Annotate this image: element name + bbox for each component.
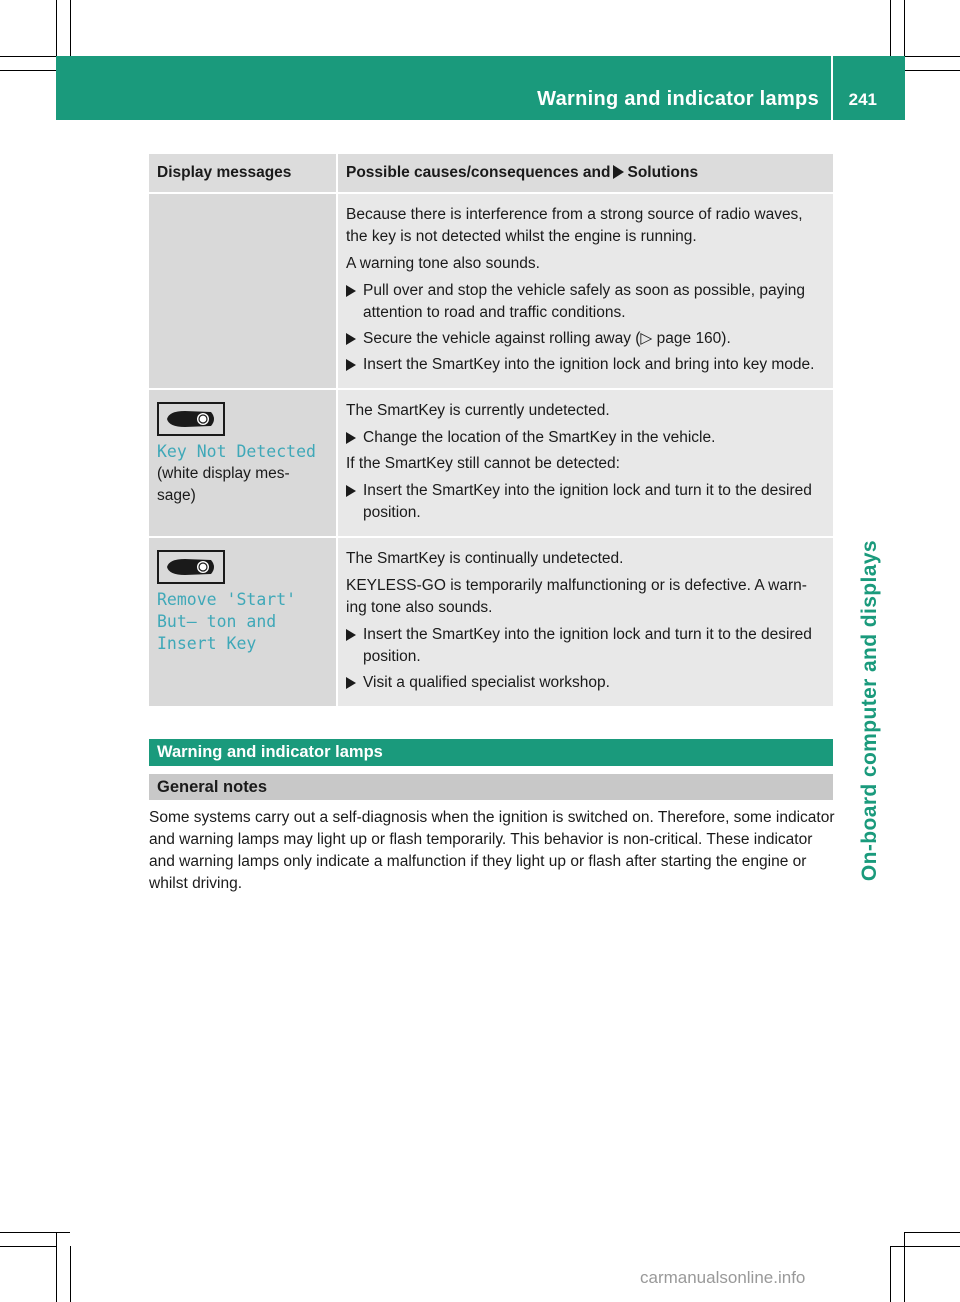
display-message-cell: [149, 193, 337, 389]
solution-step: Change the location of the SmartKey in the vehicle.: [346, 427, 825, 449]
smartkey-icon: [157, 402, 225, 436]
subsection-heading: [149, 774, 833, 800]
cause-text: A warning tone also sounds.: [346, 255, 540, 272]
column-header-causes: [337, 154, 833, 193]
display-message-text: Remove 'Start' But– ton and Insert Key: [157, 590, 297, 653]
solutions-cell: [337, 389, 833, 537]
display-message-note: (white display mes- sage): [157, 465, 290, 504]
solution-step: Visit a qualified specialist workshop.: [346, 672, 825, 694]
crop-mark: [890, 1246, 891, 1302]
display-messages-table: [149, 154, 833, 708]
header-divider: [831, 56, 833, 120]
crop-mark: [904, 1232, 905, 1302]
column-header-solutions-text: Solutions: [627, 164, 699, 181]
solution-step: Insert the SmartKey into the ignition lock and turn it to the desired position.: [346, 624, 825, 668]
side-chapter-text: On-board computer and displays: [858, 540, 881, 882]
solution-step: Secure the vehicle against rolling away (▷ page 160).: [346, 328, 825, 350]
crop-mark: [70, 0, 71, 56]
display-message-text: Key Not Detected: [157, 442, 316, 461]
solution-step: Insert the SmartKey into the ignition lock and turn it to the desired position.: [346, 480, 825, 524]
cause-text: The SmartKey is currently undetected.: [346, 402, 610, 419]
solutions-cell: [337, 193, 833, 389]
cause-text: If the SmartKey still cannot be detected:: [346, 455, 620, 472]
watermark: carmanualsonline.info: [640, 1268, 806, 1287]
cause-text: Because there is interference from a strong source of radio waves, the key is not detected whilst the engine is running.: [346, 206, 803, 245]
table-row: [149, 193, 833, 389]
solution-step: Insert the SmartKey into the ignition lock and bring into key mode.: [346, 354, 825, 376]
section-heading: [149, 739, 833, 766]
display-message-cell: [149, 389, 337, 537]
crop-mark: [904, 70, 960, 71]
page-number: 241: [848, 90, 877, 109]
cause-text: KEYLESS-GO is temporarily malfunctioning or is defective. A warn- ing tone also sounds.: [346, 577, 807, 616]
column-header-causes-text: Possible causes/consequences and: [346, 164, 611, 181]
crop-mark: [0, 1232, 70, 1233]
solution-step: Pull over and stop the vehicle safely as soon as possible, paying attention to road and traffic conditions.: [346, 280, 825, 324]
crop-mark: [890, 1246, 960, 1247]
crop-mark: [0, 1246, 56, 1247]
table-row: [149, 537, 833, 707]
body-paragraph: Some systems carry out a self-diagnosis when the ignition is switched on. Therefore, some indicator and warning lamps may light up or flash temporarily. This behavior is non-critical. These indicator and warning lamps only indicate a malfunction if they light up or flash after starting the engine or whilst driving.: [149, 809, 835, 892]
arrow-icon: [613, 165, 624, 179]
solutions-cell: [337, 537, 833, 707]
crop-mark: [56, 1232, 57, 1302]
crop-mark: [0, 70, 56, 71]
page-header: [56, 56, 905, 120]
table-row: [149, 389, 833, 537]
crop-mark: [70, 1246, 71, 1302]
column-header-display: Display messages: [149, 154, 337, 193]
smartkey-icon: [157, 550, 225, 584]
subsection-title: General notes: [157, 778, 268, 796]
section-title: Warning and indicator lamps: [157, 743, 383, 761]
header-title: Warning and indicator lamps: [537, 88, 819, 110]
table-header-row: [149, 154, 833, 193]
crop-mark: [890, 0, 891, 56]
crop-mark: [904, 1232, 960, 1233]
cause-text: The SmartKey is continually undetected.: [346, 550, 624, 567]
side-chapter-label: [842, 540, 902, 900]
display-message-cell: [149, 537, 337, 707]
table-body: [149, 193, 833, 707]
